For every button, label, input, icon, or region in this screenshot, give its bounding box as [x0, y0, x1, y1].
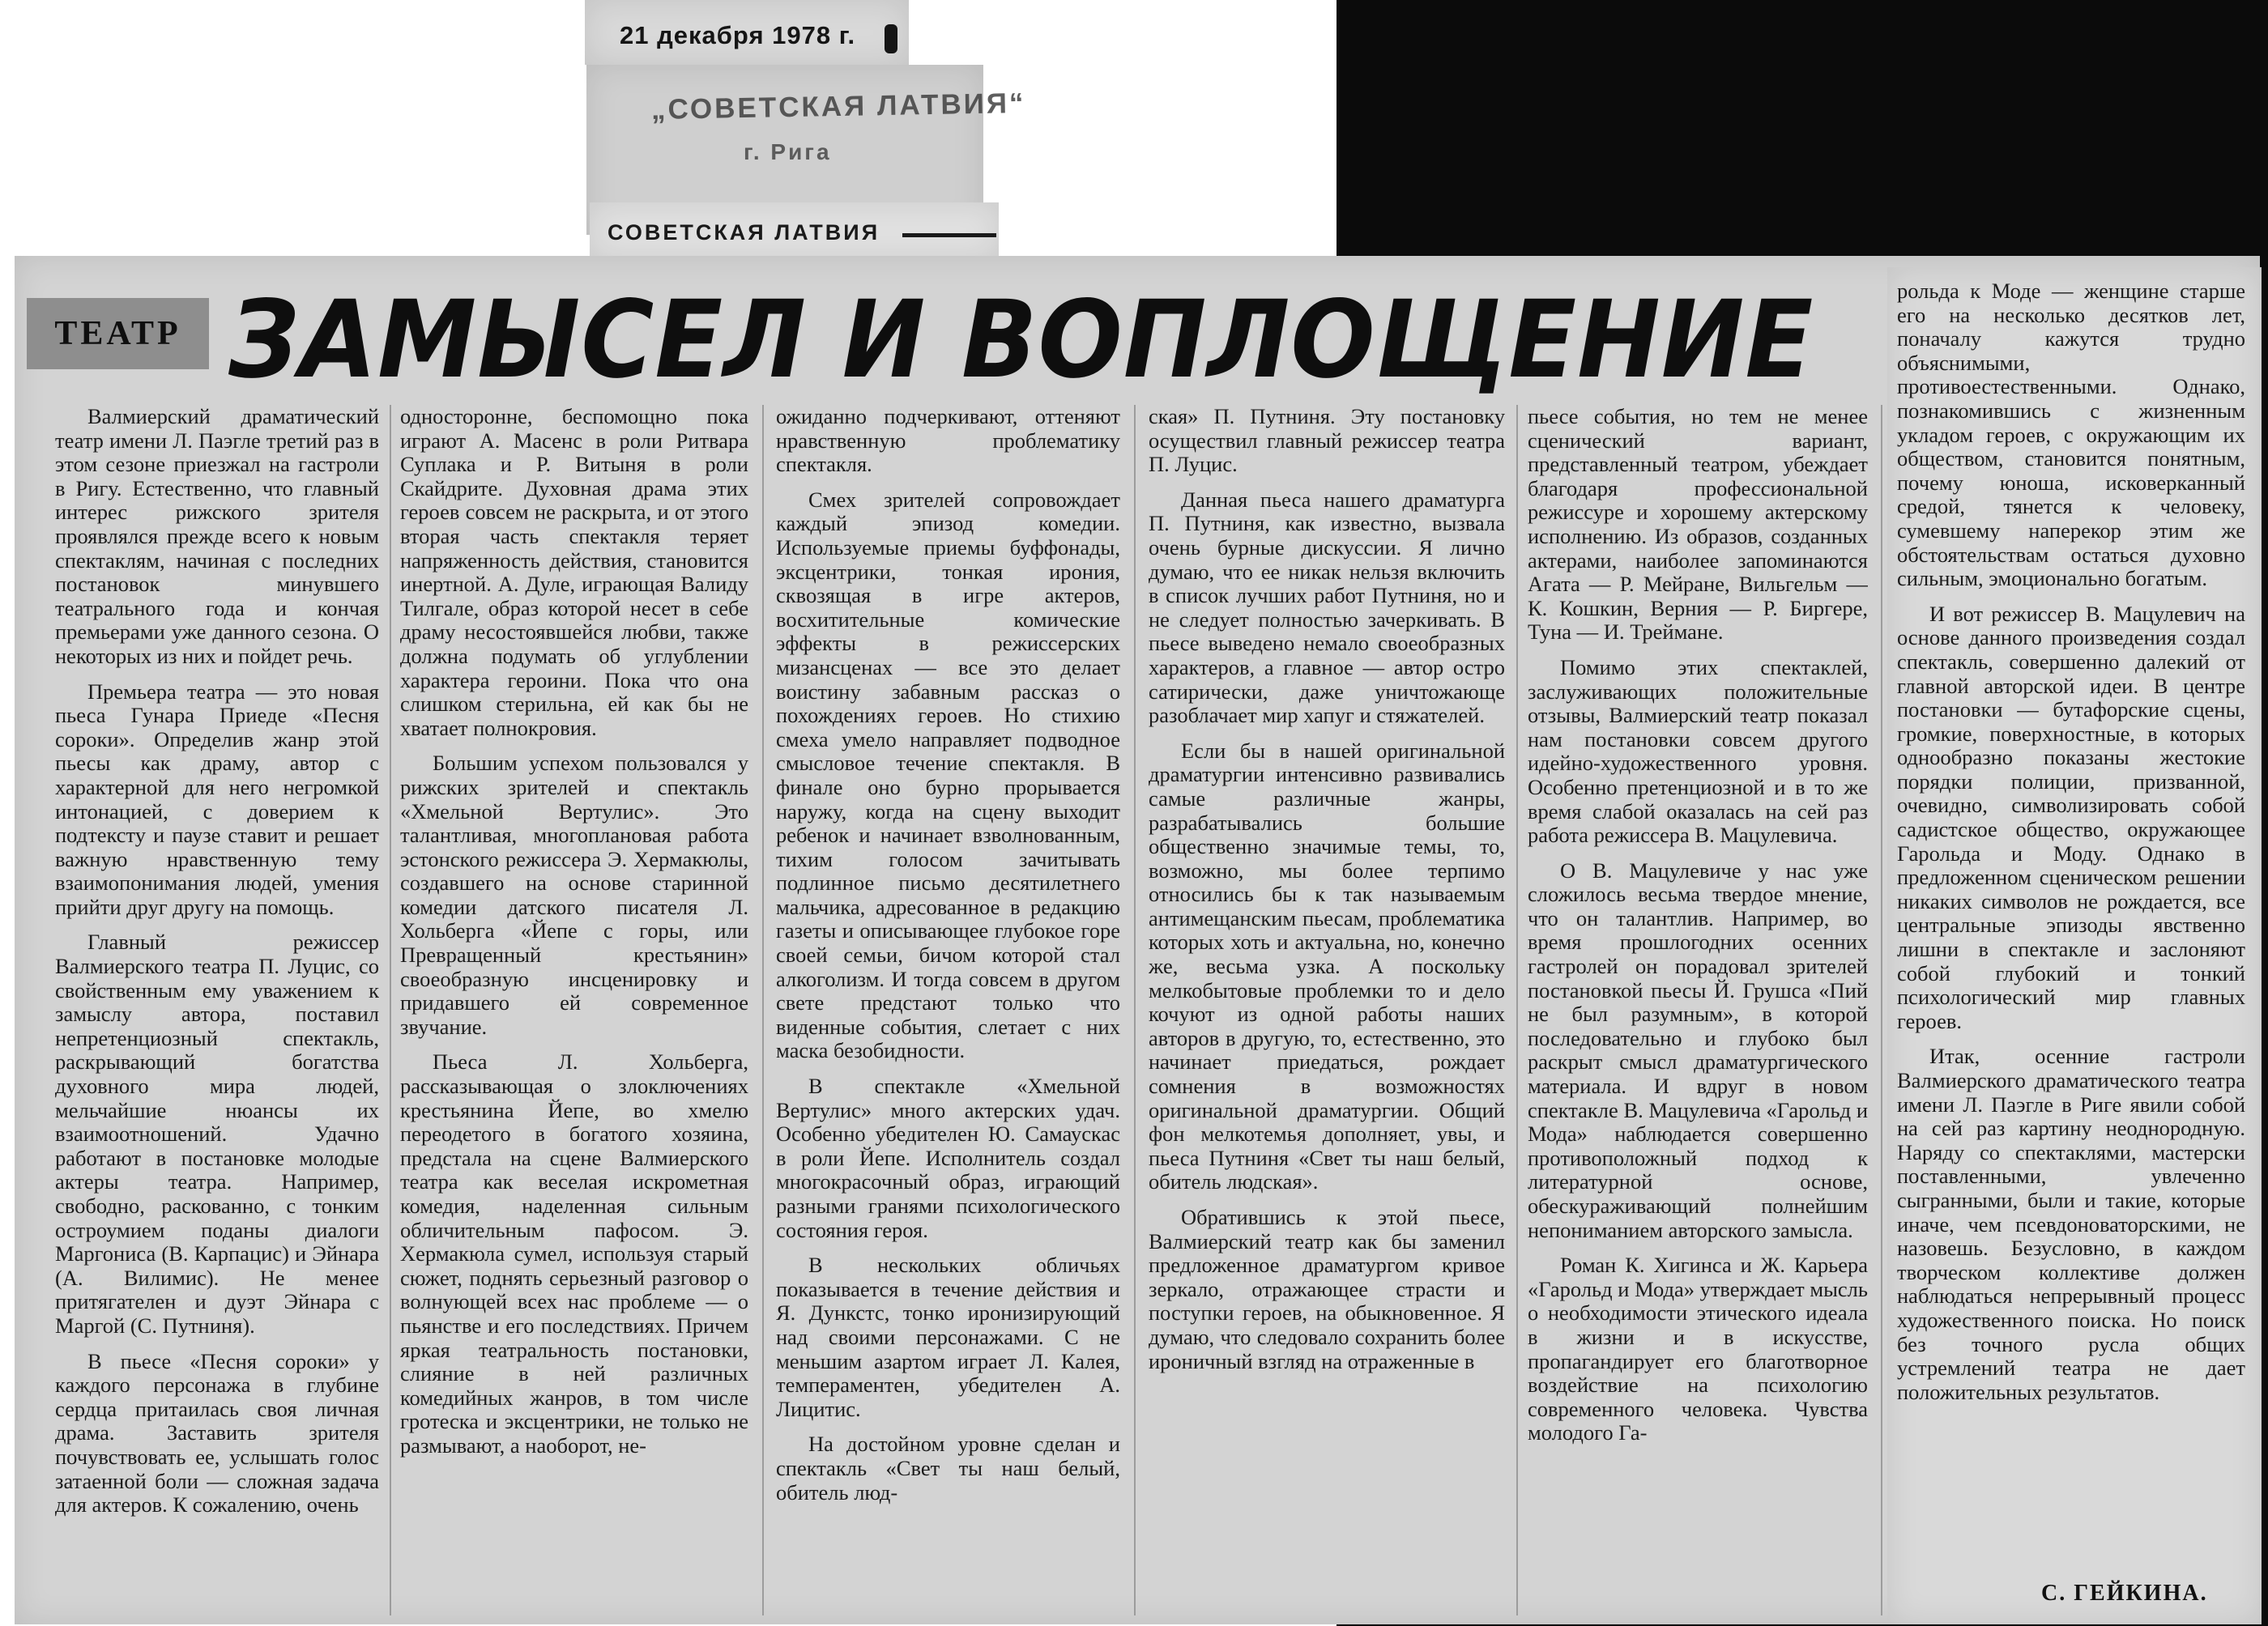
- column-divider: [1881, 405, 1882, 1615]
- paragraph: Премьера театра — это новая пьеса Гунара Приеде «Песня сороки». Определив жанр этой пьесы как драму, автор с характерной для него негромкой интонацией, с доверием к подтексту и паузе ставит и решает важную нравственную тему взаимопонимания людей, умения прийти друг другу на помощь.: [55, 679, 379, 919]
- paragraph: Пьеса Л. Хольберга, рассказывающая о злоключениях крестьянина Йепе, во хмелю переодетого в богатого хозяина, предстала на сцене Валмиерского театра как веселая искрометная комедия, наделенная сильным обличительным пафосом. Э. Хермакюла сумел, используя старый сюжет, поднять серьезный разговор о волнующей всех нас проблеме — о пьянстве и его последствиях. Причем яркая театральность постановки, слияние в ней различных комедийных жанров, в том числе гротеска и эксцентрики, не только не размывают, а наоборот, не-: [400, 1049, 748, 1458]
- archive-stamp-city: г. Рига: [744, 139, 832, 164]
- paragraph: рольда к Моде — женщине старше его на несколько десятков лет, поначалу кажутся трудно объяснимыми, противоестественными. Однако, познакомившись с жизненным укладом героев, с окружающим их обществом, становится понятным, почему юноша, исковерканный средой, тянется к человеку, сумевшему наперекор этим же обстоятельствам остаться духовно сильным, эмоционально богатым.: [1897, 279, 2245, 591]
- article-column-4: [1149, 405, 1505, 1615]
- paragraph: Обратившись к этой пьесе, Валмиерский театр как бы заменил предложенное драматургом кривое зеркало, отражающее страсти и поступки героев, на обыкновенное. Я думаю, что следовало сохранить более ироничный взгляд на отраженные в: [1149, 1205, 1505, 1373]
- clipping-date: 21 декабря 1978 г.: [620, 21, 856, 49]
- paragraph: Данная пьеса нашего драматурга П. Путниня, как известно, вызвала очень бурные дискуссии. Я лично думаю, что ее никак нельзя включить в список лучших работ Путниня, но и не следует полностью зачеркивать. В пьесе выведено немало своеобразных характеров, а главное — автор остро сатирически, даже уничтожающе разоблачает мир хапуг и стяжателей.: [1149, 487, 1505, 728]
- paragraph: Роман К. Хигинса и Ж. Карьера «Гарольд и Мода» утверждает мысль о необходимости этического идеала в жизни и в искусстве, пропагандирует его благотворное воздействие на психологию современного человека. Чувства молодого Га-: [1528, 1253, 1868, 1445]
- column-divider: [390, 405, 391, 1615]
- newspaper-name-rule: [902, 233, 996, 237]
- date-mark: [885, 24, 897, 53]
- paragraph: Большим успехом пользовался у рижских зрителей и спектакль «Хмельной Вертулис». Это талантливая, многоплановая работа эстонского режиссера Э. Хермакюлы, создавшего на основе старинной комедии датского писателя Л. Хольберга «Йепе с горы, или Превращенный крестьянин» своеобразную инсценировку и придавшего ей современное звучание.: [400, 751, 748, 1039]
- paragraph: пьесе события, но тем не менее сценический вариант, представленный театром, убеждает благодаря профессиональной режиссуре и хорошему актерскому исполнению. Из образов, созданных актерами, наиболее запоминаются Агата — Р. Мейране, Вильгельм — К. Кошкин, Верния — Р. Биргере, Туна — И. Треймане.: [1528, 405, 1868, 645]
- article-author: С. ГЕЙКИНА.: [2041, 1581, 2208, 1606]
- paragraph: На достойном уровне сделан и спектакль «Свет ты наш белый, обитель люд-: [776, 1432, 1120, 1505]
- article-column-6: [1897, 279, 2245, 1551]
- paragraph: И вот режиссер В. Мацулевич на основе данного произведения создал спектакль, совершенно далекий от главной авторской идеи. В центре постановки — бутафорские сцены, громкие, поверхностные, в которых однообразно показаны жестокие порядки полиции, призванной, очевидно, символизировать собой садистское общество, окружающее Гарольда и Моду. Однако в предложенном сценическом решении никаких символов не рождается, все центральные эпизоды явственно лишни в спектакле и заслоняют собой глубокий и тонкий психологический мир главных героев.: [1897, 601, 2245, 1033]
- paragraph: односторонне, беспомощно пока играют А. Масенс в роли Ритвара Суплака и Р. Витыня в роли Скайдрите. Духовная драма этих героев совсем не раскрыта, и от этого вторая часть спектакля теряет напряженность действия, становится инертной. А. Дуле, играющая Валиду Тилгале, образ которой несет в себе драму несостоявшейся любви, также должна подумать об углублении характера героини. Пока что она слишком стерильна, ей как бы не хватает полнокровия.: [400, 405, 748, 740]
- article-column-1: [55, 405, 379, 1615]
- newspaper-name: СОВЕТСКАЯ ЛАТВИЯ: [608, 220, 880, 245]
- paragraph: ская» П. Путниня. Эту постановку осуществил главный режиссер театра П. Луцис.: [1149, 405, 1505, 477]
- column-divider: [1516, 405, 1518, 1615]
- paragraph: Валмиерский драматический театр имени Л. Паэгле третий раз в этом сезоне приезжал на гастроли в Ригу. Естественно, что главный интерес рижского зрителя проявлялся прежде всего к новым спектаклям, начиная с последних постановок минувшего театрального года и кончая премьерами уже данного сезона. О некоторых из них и пойдет речь.: [55, 405, 379, 668]
- column-divider: [762, 405, 764, 1615]
- article-headline: ЗАМЫСЕЛ И ВОПЛОЩЕНИЕ: [228, 278, 1814, 402]
- paragraph: Итак, осенние гастроли Валмиерского драматического театра имени Л. Паэгле в Риге явили собой на сей раз картину неоднородную. Наряду со спектаклями, мастерски поставленными, увлеченно сыгранными, были и такие, которые иначе, чем псевдоноваторскими, не назовешь. Безусловно, в каждом творческом коллективе должен наблюдаться непрерывный процесс художественного поиска. Но поиск без точного русла общих устремлений театра не дает положительных результатов.: [1897, 1044, 2245, 1404]
- paragraph: Если бы в нашей оригинальной драматургии интенсивно развивались самые различные жанры, разрабатывались большие общественно значимые темы, то, возможно, мы более терпимо относились бы к так называемым антимещанским пьесам, проблематика которых хоть и актуальна, но, конечно же, весьма узка. А поскольку мелкобытовые проблемки то и дело кочуют из одной работы наших авторов в другую, то, естественно, это начинает приедаться, рождает сомнения в возможностях оригинальной драматургии. Общий фон мелкотемья дополняет, увы, и пьеса Путниня «Свет ты наш белый, обитель людская».: [1149, 738, 1505, 1194]
- paragraph: Помимо этих спектаклей, заслуживающих положительные отзывы, Валмиерский театр показал нам постановки совсем другого идейно-художественного уровня. Особенно претенциозной и в то же время слабой оказалась на сей раз работа режиссера В. Мацулевича.: [1528, 654, 1868, 848]
- article-column-3: [776, 405, 1120, 1615]
- paragraph: ожиданно подчеркивают, оттеняют нравственную проблематику спектакля.: [776, 405, 1120, 477]
- article-column-2: [400, 405, 748, 1615]
- paragraph: В пьесе «Песня сороки» у каждого персонажа в глубине сердца притаилась своя личная драма. Заставить зрителя почувствовать ее, услышать голос затаенной боли — сложная задача для актеров. К сожалению, очень: [55, 1348, 379, 1517]
- paragraph: Смех зрителей сопровождает каждый эпизод комедии. Используемые приемы буффонады, эксцентрики, тонкая ирония, сквозящая в игре актеров, восхитительные комические эффекты в режиссерских мизансценах — все это делает воистину забавным рассказ о похождениях героев. Но стихию смеха умело направляет подводное смысловое течение спектакля. В финале оно бурно прорывается наружу, когда на сцену выходит ребенок и начинает взволнованным, тихим голосом зачитывать подлинное письмо десятилетнего мальчика, адресованное в редакцию газеты и описывающее глубокое горе своей семьи, бичом которой стал алкоголизм. И тогда совсем в другом свете предстают только что виденные события, слетает с них маска безобидности.: [776, 487, 1120, 1063]
- paragraph: О В. Мацулевиче у нас уже сложилось весьма твердое мнение, что он талантлив. Например, во время прошлогодних осенних гастролей он порадовал зрителей постановкой пьесы Й. Грушса «Пий не был разумным», в которой последовательно и глубоко был раскрыт смысл драматургического материала. И вдруг в новом спектакле В. Мацулевича «Гарольд и Мода» наблюдается совершенно противоположный подход к литературной основе, обескураживающий полнейшим непониманием авторского замысла.: [1528, 858, 1868, 1242]
- paragraph: Главный режиссер Валмиерского театра П. Луцис, со свойственным ему уважением к замыслу автора, поставил непретенциозный спектакль, раскрывающий богатства духовного мира людей, мельчайшие нюансы их взаимоотношений. Удачно работают в постановке молодые актеры театра. Например, свободно, раскованно, с тонким остроумием поданы диалоги Маргониса (В. Карпацис) и Эйнара (А. Вилимис). Не менее притягателен и дуэт Эйнара с Маргой (С. Путниня).: [55, 930, 379, 1338]
- column-divider: [1134, 405, 1136, 1615]
- paragraph: В нескольких обличьях показывается в течение действия и Я. Дункстс, тонко иронизирующий над своими персонажами. С не меньшим азартом играет Л. Калея, темпераментен, убедителен А. Лицитис.: [776, 1253, 1120, 1421]
- paragraph: В спектакле «Хмельной Вертулис» много актерских удач. Особенно убедителен Ю. Самаускас в роли Йепе. Исполнитель создал многокрасочный образ, играющий разными гранями психологического состояния героя.: [776, 1074, 1120, 1242]
- rubric-label: ТЕАТР: [27, 298, 209, 369]
- archive-stamp-title: „СОВЕТСКАЯ ЛАТВИЯ“: [650, 87, 1026, 126]
- article-column-5: [1528, 405, 1868, 1615]
